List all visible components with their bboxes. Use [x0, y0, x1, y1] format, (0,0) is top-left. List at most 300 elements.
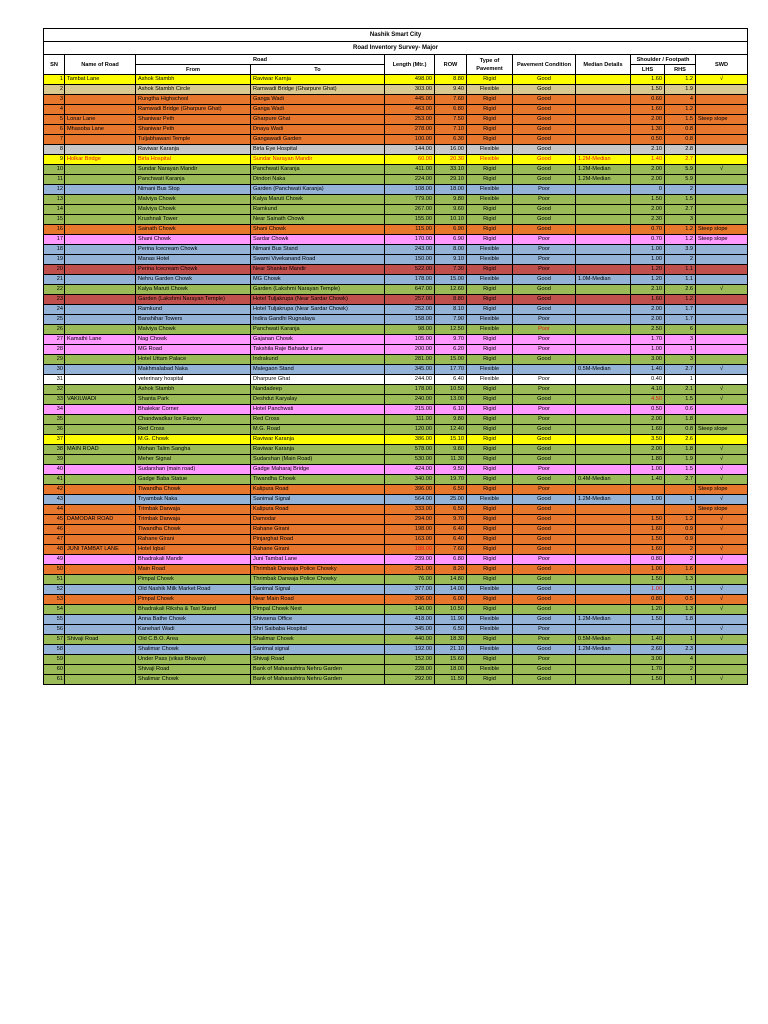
cell-length: 98.00: [385, 325, 435, 335]
cell-rhs: 1: [665, 345, 696, 355]
cell-row: 9.70: [435, 335, 467, 345]
table-row: [44, 195, 748, 205]
cell-sn: 28: [44, 345, 65, 355]
table-row: [44, 115, 748, 125]
cell-type: Flexible: [467, 245, 513, 255]
cell-type: Rigid: [467, 225, 513, 235]
cell-to: MG Chowk: [251, 275, 385, 285]
cell-type: Flexible: [467, 275, 513, 285]
table-row: [44, 325, 748, 335]
cell-to: Rahane Girani: [251, 545, 385, 555]
cell-median: [576, 505, 631, 515]
cell-rhs: 2.3: [665, 645, 696, 655]
cell-swd: Steep slope: [696, 235, 748, 245]
cell-row: 8.80: [435, 295, 467, 305]
cell-name: Lonar Lane: [65, 115, 136, 125]
table-row: [44, 545, 748, 555]
cell-lhs: 1.70: [631, 665, 665, 675]
cell-rhs: 1.7: [665, 315, 696, 325]
cell-cond: Good: [513, 455, 576, 465]
cell-to: Gajanan Chowk: [251, 335, 385, 345]
cell-row: 6.40: [435, 525, 467, 535]
cell-length: 333.00: [385, 505, 435, 515]
cell-length: 396.00: [385, 485, 435, 495]
cell-to: Juni Tambat Lane: [251, 555, 385, 565]
cell-sn: 8: [44, 145, 65, 155]
cell-swd: √: [696, 165, 748, 175]
cell-from: Perina Icecream Chowk: [136, 245, 251, 255]
cell-median: [576, 415, 631, 425]
cell-lhs: 1.60: [631, 295, 665, 305]
cell-type: Flexible: [467, 145, 513, 155]
cell-swd: √: [696, 495, 748, 505]
cell-to: Dharpure Ghat: [251, 375, 385, 385]
cell-cond: Good: [513, 645, 576, 655]
cell-rhs: 2: [665, 545, 696, 555]
cell-row: 6.30: [435, 135, 467, 145]
cell-name: [65, 355, 136, 365]
cell-rhs: 5.9: [665, 165, 696, 175]
cell-lhs: [631, 485, 665, 495]
cell-rhs: 0.8: [665, 135, 696, 145]
cell-type: Rigid: [467, 545, 513, 555]
cell-cond: Good: [513, 505, 576, 515]
cell-to: Bank of Maharashtra Nehru Garden: [251, 675, 385, 685]
cell-rhs: 2.7: [665, 205, 696, 215]
cell-median: [576, 245, 631, 255]
cell-rhs: [665, 505, 696, 515]
cell-from: Under Pass (vikas Bhavan): [136, 655, 251, 665]
cell-type: Rigid: [467, 455, 513, 465]
cell-lhs: 1.00: [631, 495, 665, 505]
cell-from: Bhalekar Corner: [136, 405, 251, 415]
cell-to: Gharpure Ghat: [251, 115, 385, 125]
cell-name: [65, 625, 136, 635]
cell-type: Rigid: [467, 515, 513, 525]
cell-name: [65, 95, 136, 105]
cell-cond: Poor: [513, 465, 576, 475]
cell-to: Tiwandha Chowk: [251, 475, 385, 485]
cell-swd: √: [696, 625, 748, 635]
cell-from: Tiwandha Chowk: [136, 485, 251, 495]
cell-to: Near Sainath Chowk: [251, 215, 385, 225]
cell-lhs: 1.60: [631, 545, 665, 555]
cell-cond: Good: [513, 675, 576, 685]
cell-swd: [696, 135, 748, 145]
cell-swd: √: [696, 395, 748, 405]
cell-cond: Good: [513, 525, 576, 535]
cell-length: 240.00: [385, 395, 435, 405]
cell-sn: 24: [44, 305, 65, 315]
cell-lhs: 0.40: [631, 375, 665, 385]
cell-length: 294.00: [385, 515, 435, 525]
cell-row: 9.70: [435, 515, 467, 525]
cell-row: 6.00: [435, 595, 467, 605]
cell-sn: 58: [44, 645, 65, 655]
cell-name: [65, 575, 136, 585]
cell-name: [65, 315, 136, 325]
cell-rhs: 1.5: [665, 395, 696, 405]
cell-median: [576, 465, 631, 475]
cell-length: 206.00: [385, 595, 435, 605]
cell-swd: [696, 565, 748, 575]
cell-name: VAKILWADI: [65, 395, 136, 405]
cell-lhs: 1.40: [631, 475, 665, 485]
cell-median: [576, 585, 631, 595]
cell-lhs: 0: [631, 185, 665, 195]
cell-cond: Poor: [513, 265, 576, 275]
cell-rhs: 1.8: [665, 615, 696, 625]
cell-rhs: 1.8: [665, 415, 696, 425]
cell-to: Raviwar Karanja: [251, 435, 385, 445]
cell-cond: Good: [513, 115, 576, 125]
cell-median: [576, 675, 631, 685]
cell-lhs: 3.50: [631, 435, 665, 445]
cell-lhs: 1.00: [631, 245, 665, 255]
cell-to: Garden (Lakshmi Narayan Temple): [251, 285, 385, 295]
cell-median: [576, 525, 631, 535]
cell-rhs: 1.9: [665, 455, 696, 465]
cell-type: Rigid: [467, 335, 513, 345]
cell-row: 9.50: [435, 465, 467, 475]
cell-median: [576, 565, 631, 575]
cell-sn: 40: [44, 465, 65, 475]
cell-to: Kalya Maruti Chowk: [251, 195, 385, 205]
cell-cond: Poor: [513, 245, 576, 255]
cell-rhs: 1.1: [665, 275, 696, 285]
cell-to: M.G. Road: [251, 425, 385, 435]
cell-rhs: 3.9: [665, 245, 696, 255]
cell-swd: √: [696, 285, 748, 295]
cell-cond: Good: [513, 95, 576, 105]
cell-sn: 55: [44, 615, 65, 625]
cell-to: Garden (Panchwati Karanja): [251, 185, 385, 195]
table-row: [44, 295, 748, 305]
cell-length: 100.00: [385, 135, 435, 145]
cell-cond: Good: [513, 135, 576, 145]
cell-name: [65, 495, 136, 505]
cell-median: [576, 665, 631, 675]
cell-length: 779.00: [385, 195, 435, 205]
cell-from: Nimani Bus Stop: [136, 185, 251, 195]
cell-from: Meher Signal: [136, 455, 251, 465]
cell-lhs: 1.40: [631, 155, 665, 165]
cell-swd: [696, 85, 748, 95]
cell-type: Flexible: [467, 625, 513, 635]
cell-to: Nandadeep: [251, 385, 385, 395]
cell-swd: [696, 305, 748, 315]
table-row: [44, 85, 748, 95]
cell-row: 18.30: [435, 635, 467, 645]
cell-type: Rigid: [467, 235, 513, 245]
cell-from: Sainath Chowk: [136, 225, 251, 235]
cell-lhs: 2.00: [631, 205, 665, 215]
cell-sn: 34: [44, 405, 65, 415]
cell-rhs: 1.5: [665, 195, 696, 205]
cell-cond: Poor: [513, 235, 576, 245]
cell-swd: √: [696, 675, 748, 685]
cell-lhs: [631, 625, 665, 635]
cell-lhs: 1.70: [631, 335, 665, 345]
cell-type: Rigid: [467, 425, 513, 435]
cell-to: Ganga Wadi: [251, 105, 385, 115]
cell-row: 6.40: [435, 535, 467, 545]
cell-swd: [696, 275, 748, 285]
cell-row: 29.10: [435, 175, 467, 185]
table-row: [44, 365, 748, 375]
cell-to: Sanimal Signal: [251, 585, 385, 595]
cell-sn: 57: [44, 635, 65, 645]
cell-length: 463.00: [385, 105, 435, 115]
cell-length: 252.00: [385, 305, 435, 315]
cell-row: 33.10: [435, 165, 467, 175]
cell-median: [576, 345, 631, 355]
cell-median: [576, 555, 631, 565]
cell-name: [65, 105, 136, 115]
cell-rhs: 2.7: [665, 475, 696, 485]
cell-length: 424.00: [385, 465, 435, 475]
cell-swd: [696, 195, 748, 205]
cell-type: Flexible: [467, 325, 513, 335]
table-row: [44, 205, 748, 215]
table-row: [44, 455, 748, 465]
cell-cond: Good: [513, 605, 576, 615]
cell-name: Mhasoba Lane: [65, 125, 136, 135]
cell-cond: Poor: [513, 345, 576, 355]
cell-from: Malviya Chowk: [136, 205, 251, 215]
table-row: [44, 555, 748, 565]
cell-length: 345.00: [385, 625, 435, 635]
cell-row: 6.50: [435, 485, 467, 495]
cell-row: 7.50: [435, 115, 467, 125]
cell-row: 6.20: [435, 345, 467, 355]
cell-sn: 48: [44, 545, 65, 555]
cell-lhs: 2.50: [631, 325, 665, 335]
cell-cond: Good: [513, 585, 576, 595]
cell-type: Rigid: [467, 215, 513, 225]
cell-rhs: 1.9: [665, 85, 696, 95]
cell-name: [65, 165, 136, 175]
cell-rhs: 2: [665, 185, 696, 195]
cell-to: Sardar Chowk: [251, 235, 385, 245]
cell-median: 1.2M-Median: [576, 495, 631, 505]
cell-type: Rigid: [467, 75, 513, 85]
cell-median: [576, 195, 631, 205]
cell-row: 8.10: [435, 305, 467, 315]
cell-swd: [696, 575, 748, 585]
cell-sn: 23: [44, 295, 65, 305]
cell-row: 14.80: [435, 575, 467, 585]
cell-lhs: 1.20: [631, 605, 665, 615]
cell-cond: Good: [513, 295, 576, 305]
cell-swd: [696, 185, 748, 195]
cell-rhs: 1.2: [665, 105, 696, 115]
cell-to: Pinjarghat Road: [251, 535, 385, 545]
cell-from: Anna Bathe Chowk: [136, 615, 251, 625]
cell-name: [65, 505, 136, 515]
cell-swd: √: [696, 635, 748, 645]
cell-length: 155.00: [385, 215, 435, 225]
cell-name: [65, 345, 136, 355]
cell-to: Thrimbak Darwaja Police Chowky: [251, 565, 385, 575]
cell-rhs: 1.2: [665, 235, 696, 245]
cell-name: [65, 85, 136, 95]
table-row: [44, 515, 748, 525]
cell-type: Flexible: [467, 185, 513, 195]
header-median: Median Details: [576, 55, 631, 75]
cell-from: Ramkund: [136, 305, 251, 315]
cell-lhs: 1.50: [631, 515, 665, 525]
cell-to: Near Main Road: [251, 595, 385, 605]
cell-to: Shivsena Office: [251, 615, 385, 625]
cell-type: Flexible: [467, 195, 513, 205]
cell-row: 7.10: [435, 125, 467, 135]
header-sn: SN: [44, 55, 65, 75]
cell-type: Rigid: [467, 265, 513, 275]
cell-median: 0.4M-Median: [576, 475, 631, 485]
cell-length: 144.00: [385, 145, 435, 155]
cell-median: [576, 405, 631, 415]
cell-row: 6.10: [435, 405, 467, 415]
cell-swd: [696, 255, 748, 265]
cell-length: 200.00: [385, 345, 435, 355]
cell-median: 0.5M-Median: [576, 365, 631, 375]
cell-row: 6.90: [435, 225, 467, 235]
cell-cond: Good: [513, 545, 576, 555]
cell-type: Flexible: [467, 375, 513, 385]
cell-swd: Steep slope: [696, 425, 748, 435]
cell-type: Flexible: [467, 365, 513, 375]
table-row: [44, 225, 748, 235]
cell-rhs: 1: [665, 375, 696, 385]
cell-type: Rigid: [467, 105, 513, 115]
cell-median: 1.0M-Median: [576, 275, 631, 285]
cell-name: [65, 405, 136, 415]
cell-from: Chandwadkar Ice Factory: [136, 415, 251, 425]
cell-from: Shaniwar Peth: [136, 125, 251, 135]
cell-type: Rigid: [467, 435, 513, 445]
cell-type: Rigid: [467, 555, 513, 565]
cell-cond: Poor: [513, 335, 576, 345]
cell-lhs: 1.00: [631, 255, 665, 265]
table-row: [44, 125, 748, 135]
cell-to: Ramkund: [251, 205, 385, 215]
cell-type: Rigid: [467, 95, 513, 105]
cell-to: Nimani Bus Stand: [251, 245, 385, 255]
cell-type: Rigid: [467, 445, 513, 455]
cell-sn: 30: [44, 365, 65, 375]
cell-length: 178.00: [385, 275, 435, 285]
cell-lhs: 1.50: [631, 195, 665, 205]
cell-name: [65, 455, 136, 465]
table-row: [44, 465, 748, 475]
cell-to: Damodar: [251, 515, 385, 525]
cell-from: Panchwati Karanja: [136, 175, 251, 185]
cell-lhs: 0.60: [631, 95, 665, 105]
cell-name: [65, 385, 136, 395]
cell-length: 178.00: [385, 385, 435, 395]
cell-rhs: 0.8: [665, 425, 696, 435]
cell-name: Kamathi Lane: [65, 335, 136, 345]
cell-cond: Poor: [513, 415, 576, 425]
road-inventory-table: [43, 28, 748, 685]
cell-row: 7.60: [435, 545, 467, 555]
cell-length: 192.00: [385, 645, 435, 655]
cell-sn: 18: [44, 245, 65, 255]
cell-name: Holkar Bridge: [65, 155, 136, 165]
cell-type: Rigid: [467, 355, 513, 365]
cell-median: [576, 215, 631, 225]
cell-sn: 44: [44, 505, 65, 515]
cell-name: [65, 465, 136, 475]
cell-lhs: 0.80: [631, 595, 665, 605]
cell-to: Red Cross: [251, 415, 385, 425]
cell-name: [65, 215, 136, 225]
cell-cond: Good: [513, 75, 576, 85]
cell-median: [576, 185, 631, 195]
cell-rhs: 2: [665, 555, 696, 565]
cell-lhs: 2.00: [631, 315, 665, 325]
cell-sn: 52: [44, 585, 65, 595]
cell-swd: [696, 375, 748, 385]
cell-rhs: 2.6: [665, 435, 696, 445]
cell-name: [65, 365, 136, 375]
cell-sn: 20: [44, 265, 65, 275]
cell-name: [65, 425, 136, 435]
cell-sn: 26: [44, 325, 65, 335]
cell-length: 239.00: [385, 555, 435, 565]
cell-lhs: 0.70: [631, 225, 665, 235]
cell-sn: 50: [44, 565, 65, 575]
table-row: [44, 485, 748, 495]
header-pavement-type: Type of Pavement: [467, 55, 513, 75]
cell-rhs: [665, 625, 696, 635]
cell-lhs: 3.00: [631, 355, 665, 365]
cell-name: [65, 285, 136, 295]
cell-rhs: 1: [665, 585, 696, 595]
cell-row: 10.10: [435, 215, 467, 225]
cell-to: Sundar Narayan Mandir: [251, 155, 385, 165]
cell-sn: 51: [44, 575, 65, 585]
cell-lhs: 1.50: [631, 675, 665, 685]
cell-cond: Good: [513, 425, 576, 435]
cell-cond: Good: [513, 475, 576, 485]
cell-swd: Steep slope: [696, 505, 748, 515]
cell-to: Swami Vivekanand Road: [251, 255, 385, 265]
cell-row: 9.80: [435, 415, 467, 425]
cell-to: Deshdut Karyalay: [251, 395, 385, 405]
cell-median: 1.2M-Median: [576, 615, 631, 625]
cell-to: Shri Saibaba Hospital: [251, 625, 385, 635]
cell-length: 278.00: [385, 125, 435, 135]
cell-length: 244.00: [385, 375, 435, 385]
cell-to: Shalimar Chowk: [251, 635, 385, 645]
table-row: [44, 505, 748, 515]
cell-length: 445.00: [385, 95, 435, 105]
cell-to: Gangawadi Garden: [251, 135, 385, 145]
cell-sn: 21: [44, 275, 65, 285]
cell-lhs: 2.00: [631, 305, 665, 315]
cell-row: 6.50: [435, 625, 467, 635]
header-row: ROW: [435, 55, 467, 75]
table-row: [44, 335, 748, 345]
table-row: [44, 445, 748, 455]
cell-lhs: 4.50: [631, 395, 665, 405]
cell-to: Ganga Wadi: [251, 95, 385, 105]
cell-row: 15.00: [435, 355, 467, 365]
cell-from: Shanta Park: [136, 395, 251, 405]
table-row: [44, 625, 748, 635]
